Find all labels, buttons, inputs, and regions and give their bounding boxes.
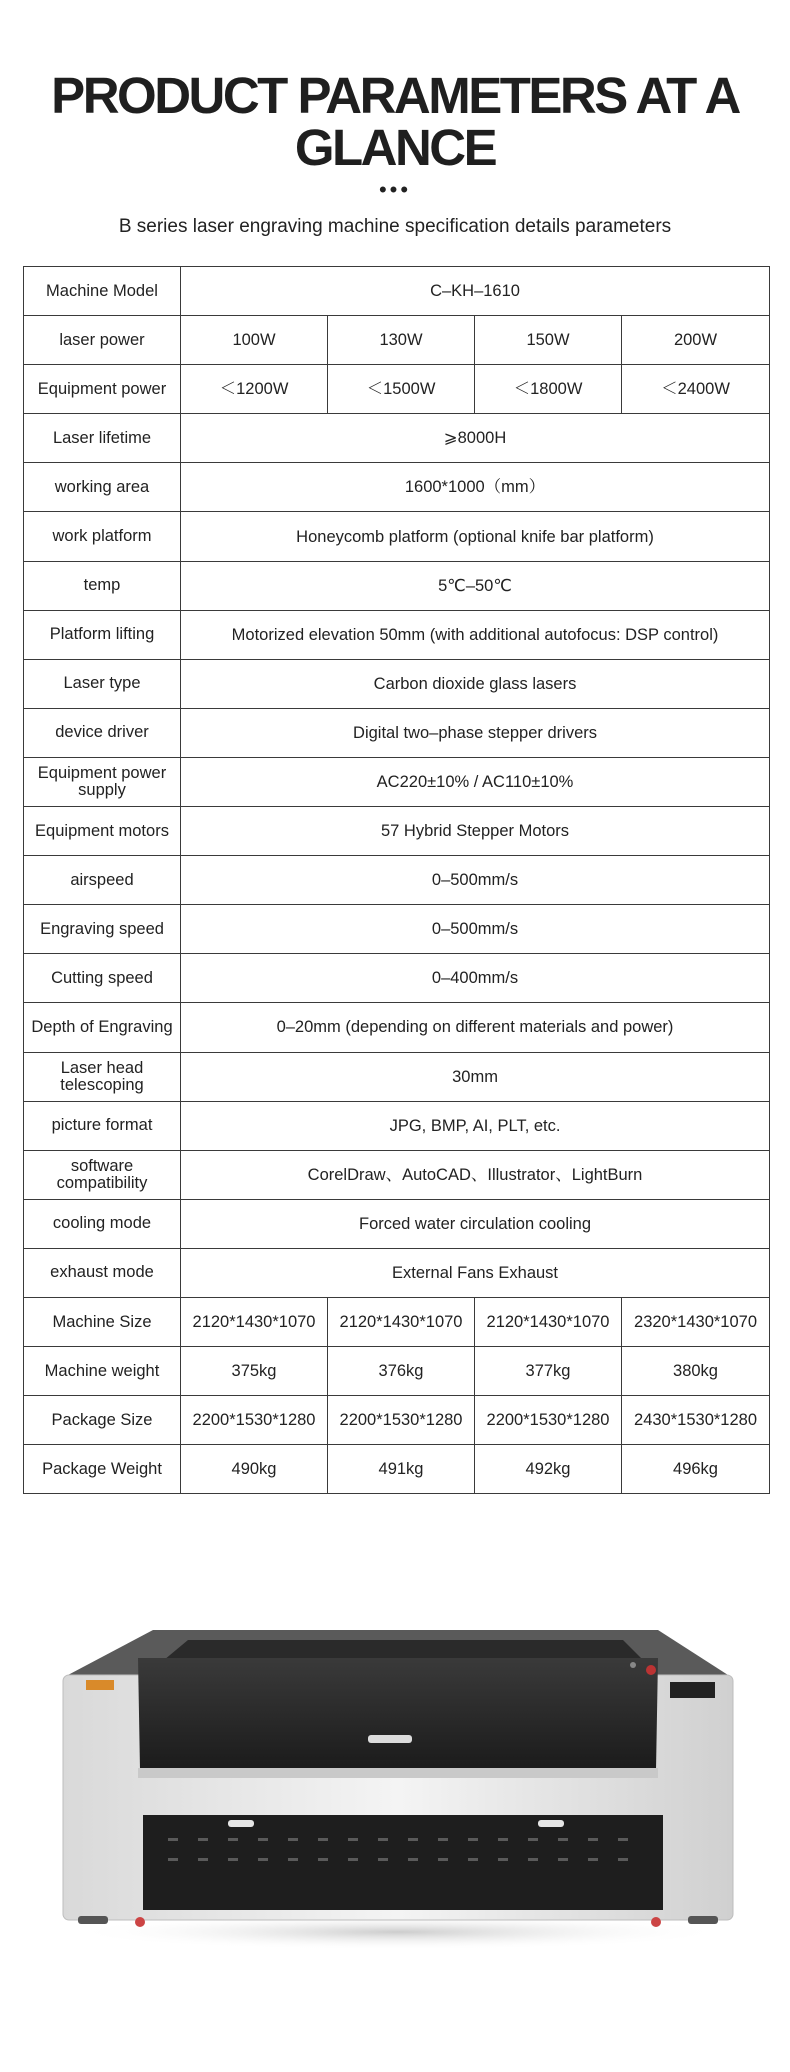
row-label: cooling mode [24,1199,181,1248]
row-value: 57 Hybrid Stepper Motors [181,807,770,856]
row-value: 30mm [181,1052,770,1101]
row-value: 2320*1430*1070 [622,1297,770,1346]
table-row [24,757,770,806]
row-label: Equipment motors [24,807,181,856]
spec-table [23,266,770,1494]
row-value: 2120*1430*1070 [181,1297,328,1346]
row-value: Forced water circulation cooling [181,1199,770,1248]
table-row [24,708,770,757]
row-label: exhaust mode [24,1248,181,1297]
row-value: 2200*1530*1280 [328,1396,475,1445]
row-value: 496kg [622,1445,770,1494]
table-row [24,954,770,1003]
row-value: 0–400mm/s [181,954,770,1003]
row-value: 376kg [328,1347,475,1396]
row-value: 0–20mm (depending on different materials and power) [181,1003,770,1052]
row-label: Package Weight [24,1445,181,1494]
row-value: ＜1800W [475,365,622,414]
table-row [24,1052,770,1101]
table-row [24,267,770,316]
row-label: temp [24,561,181,610]
table-row [24,316,770,365]
row-value: Digital two–phase stepper drivers [181,708,770,757]
row-value: JPG, BMP, AI, PLT, etc. [181,1101,770,1150]
warning-label [86,1680,114,1690]
machine-foot [688,1916,718,1924]
row-value: 492kg [475,1445,622,1494]
row-label: Machine weight [24,1347,181,1396]
table-row [24,610,770,659]
table-row [24,1101,770,1150]
row-value: 130W [328,316,475,365]
control-panel [670,1682,715,1698]
table-row [24,1248,770,1297]
table-row [24,365,770,414]
table-row [24,1150,770,1199]
row-value: 200W [622,316,770,365]
row-label: Cutting speed [24,954,181,1003]
row-label: Equipment power supply [24,757,181,806]
row-value: 0–500mm/s [181,905,770,954]
row-label: Engraving speed [24,905,181,954]
row-label: Machine Size [24,1297,181,1346]
row-label: Depth of Engraving [24,1003,181,1052]
table-row [24,561,770,610]
row-label: airspeed [24,856,181,905]
row-value: 2200*1530*1280 [475,1396,622,1445]
machine-lower-panel [143,1815,663,1910]
laser-machine-image [58,1610,738,1950]
row-value: 377kg [475,1347,622,1396]
row-label: Laser lifetime [24,414,181,463]
row-value: Carbon dioxide glass lasers [181,659,770,708]
row-value: 5℃–50℃ [181,561,770,610]
row-value: Motorized elevation 50mm (with additional autofocus: DSP control) [181,610,770,659]
row-label: Laser head telescoping [24,1052,181,1101]
table-row [24,905,770,954]
table-row [24,512,770,561]
page-header [0,67,790,238]
row-value: 1600*1000（mm） [181,463,770,512]
row-label: Platform lifting [24,610,181,659]
page-title: PRODUCT PARAMETERS AT A GLANCE [51,67,739,176]
decorative-dots: ••• [378,177,412,202]
row-value: 2200*1530*1280 [181,1396,328,1445]
row-label: Laser type [24,659,181,708]
table-row [24,1396,770,1445]
row-value: 2120*1430*1070 [475,1297,622,1346]
page-subtitle: B series laser engraving machine specification details parameters [118,216,672,237]
row-label: work platform [24,512,181,561]
table-row [24,1003,770,1052]
row-label: Machine Model [24,267,181,316]
row-label: laser power [24,316,181,365]
table-row [24,659,770,708]
table-row [24,856,770,905]
row-value: 2120*1430*1070 [328,1297,475,1346]
table-row [24,463,770,512]
table-row [24,414,770,463]
row-value: AC220±10% / AC110±10% [181,757,770,806]
row-value: 100W [181,316,328,365]
row-value: 375kg [181,1347,328,1396]
machine-foot [78,1916,108,1924]
row-value: ＜1500W [328,365,475,414]
row-label: software compatibility [24,1150,181,1199]
table-row [24,1199,770,1248]
machine-lid [138,1658,658,1770]
table-row [24,807,770,856]
table-row [24,1297,770,1346]
row-value: 380kg [622,1347,770,1396]
row-label: device driver [24,708,181,757]
row-value: ⩾8000H [181,414,770,463]
row-value: ＜2400W [622,365,770,414]
row-label: Equipment power [24,365,181,414]
row-value: ＜1200W [181,365,328,414]
spec-table-body [24,267,770,1494]
table-row [24,1445,770,1494]
row-label: Package Size [24,1396,181,1445]
table-row [24,1347,770,1396]
row-value: External Fans Exhaust [181,1248,770,1297]
row-value: Honeycomb platform (optional knife bar platform) [181,512,770,561]
row-value: 2430*1530*1280 [622,1396,770,1445]
row-value: 491kg [328,1445,475,1494]
row-value: 0–500mm/s [181,856,770,905]
row-value: CorelDraw、AutoCAD、Illustrator、LightBurn [181,1150,770,1199]
row-value: C–KH–1610 [181,267,770,316]
row-label: picture format [24,1101,181,1150]
row-value: 150W [475,316,622,365]
row-value: 490kg [181,1445,328,1494]
row-label: working area [24,463,181,512]
